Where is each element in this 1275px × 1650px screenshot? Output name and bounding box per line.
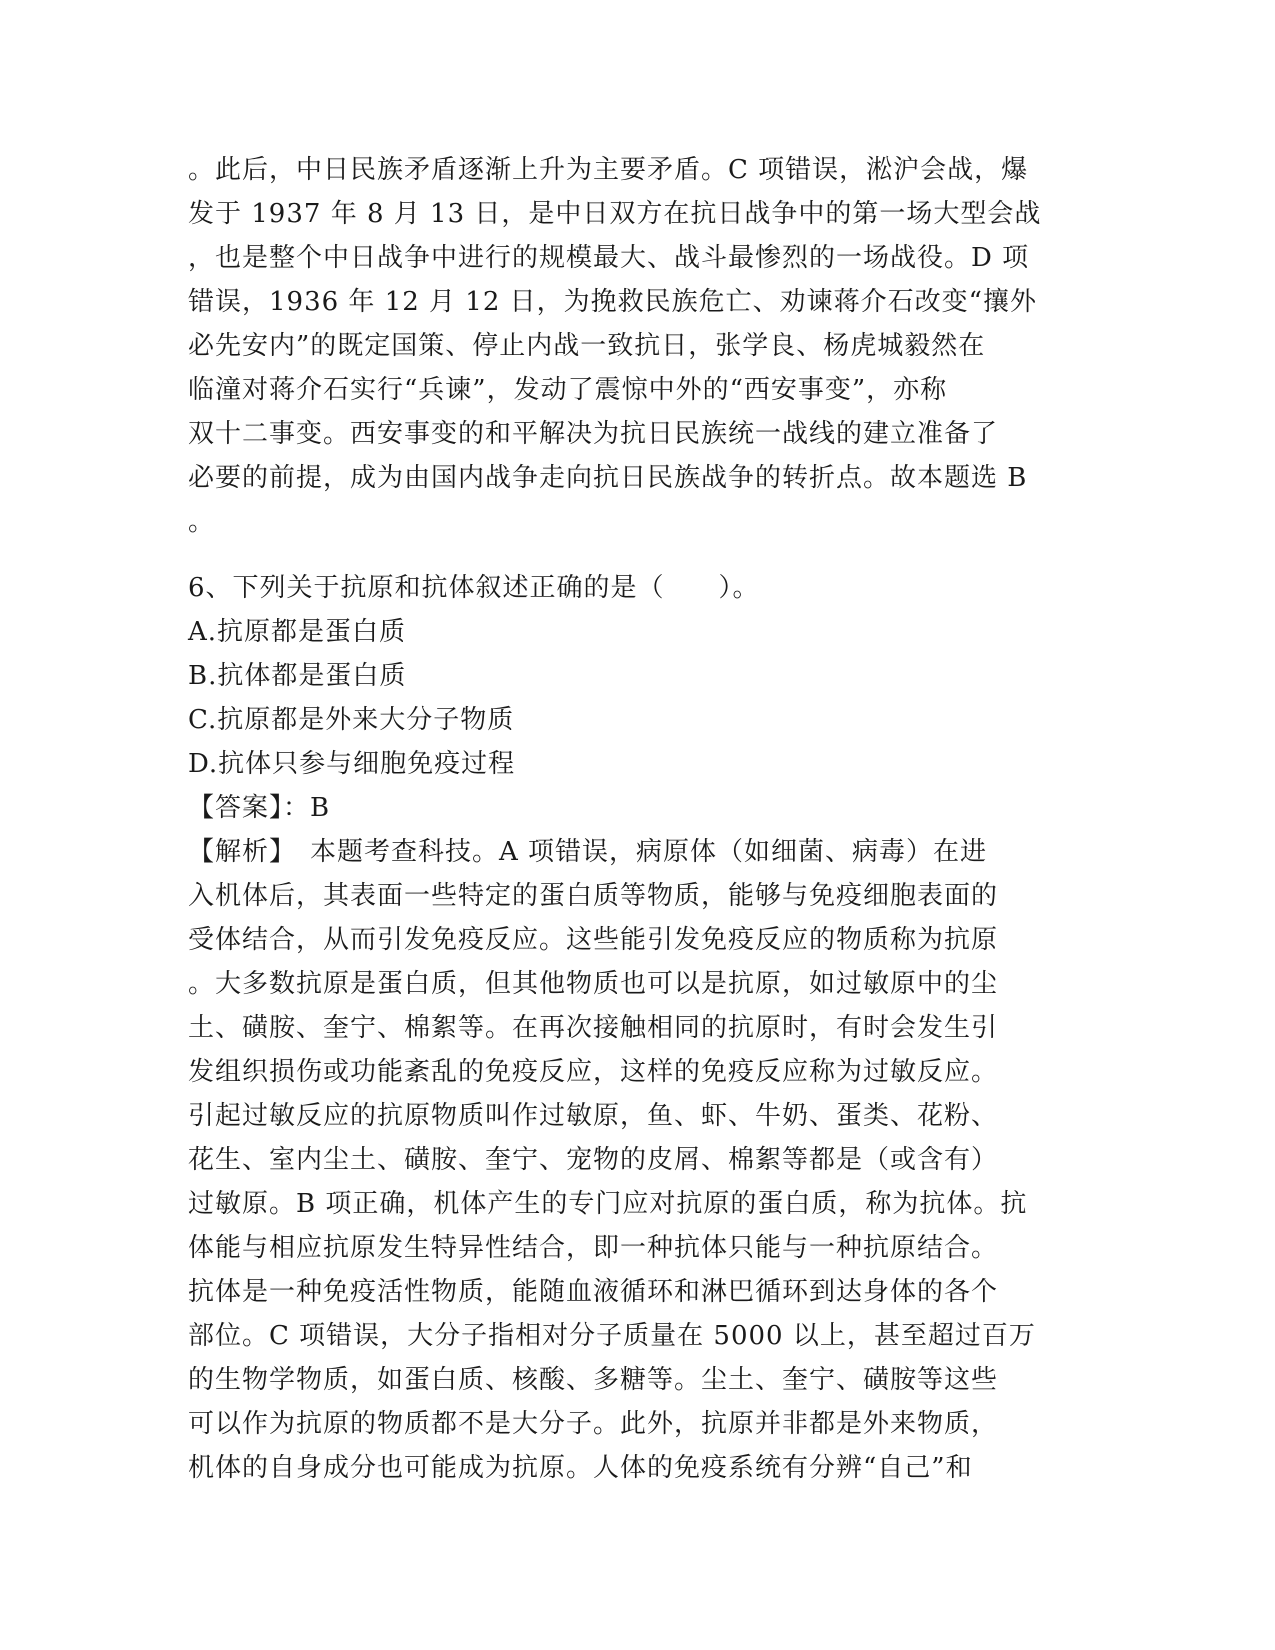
previous-analysis-paragraph: [188, 148, 1088, 544]
text-line: 必先安内”的既定国策、停止内战一致抗日，张学良、杨虎城毅然在: [188, 331, 986, 361]
option-d: D.抗体只参与细胞免疫过程: [188, 749, 516, 779]
text-line: 。大多数抗原是蛋白质，但其他物质也可以是抗原，如过敏原中的尘: [188, 969, 999, 999]
text-line: 错误，1936 年 12 月 12 日，为挽救民族危亡、劝谏蒋介石改变“攘外: [188, 287, 1037, 317]
option-a: A.抗原都是蛋白质: [188, 617, 407, 647]
text-line: 发组织损伤或功能紊乱的免疫反应，这样的免疫反应称为过敏反应。: [188, 1057, 999, 1087]
answer-line: 【答案】：B: [188, 793, 331, 823]
text-line: 过敏原。B 项正确，机体产生的专门应对抗原的蛋白质，称为抗体。抗: [188, 1189, 1028, 1219]
analysis-paragraph: [188, 830, 1088, 1490]
text-line: 发于 1937 年 8 月 13 日，是中日双方在抗日战争中的第一场大型会战: [188, 199, 1042, 229]
text-line: ，也是整个中日战争中进行的规模最大、战斗最惨烈的一场战役。D 项: [188, 243, 1030, 273]
text-line: 双十二事变。西安事变的和平解决为抗日民族统一战线的建立准备了: [188, 419, 999, 449]
question-stem: 6、下列关于抗原和抗体叙述正确的是（ ）。: [188, 573, 760, 603]
text-line: 花生、室内尘土、磺胺、奎宁、宠物的皮屑、棉絮等都是（或含有）: [188, 1145, 999, 1175]
page-content: [188, 148, 1088, 1490]
text-line: 【解析】 本题考查科技。A 项错误，病原体（如细菌、病毒）在进: [188, 837, 988, 867]
section-gap: [188, 544, 1088, 566]
text-line: 临潼对蒋介石实行“兵谏”，发动了震惊中外的“西安事变”，亦称: [188, 375, 948, 405]
text-line: 的生物学物质，如蛋白质、核酸、多糖等。尘土、奎宁、磺胺等这些: [188, 1365, 999, 1395]
text-line: 土、磺胺、奎宁、棉絮等。在再次接触相同的抗原时，有时会发生引: [188, 1013, 999, 1043]
text-line: 引起过敏反应的抗原物质叫作过敏原，鱼、虾、牛奶、蛋类、花粉、: [188, 1101, 999, 1131]
text-line: 必要的前提，成为由国内战争走向抗日民族战争的转折点。故本题选 B: [188, 463, 1028, 493]
option-b: B.抗体都是蛋白质: [188, 661, 407, 691]
text-line: 部位。C 项错误，大分子指相对分子质量在 5000 以上，甚至超过百万: [188, 1321, 1036, 1351]
text-line: 抗体是一种免疫活性物质，能随血液循环和淋巴循环到达身体的各个: [188, 1277, 999, 1307]
text-line: 可以作为抗原的物质都不是大分子。此外，抗原并非都是外来物质，: [188, 1409, 999, 1439]
text-line: 入机体后，其表面一些特定的蛋白质等物质，能够与免疫细胞表面的: [188, 881, 999, 911]
option-c: C.抗原都是外来大分子物质: [188, 705, 515, 735]
question-block: [188, 566, 1088, 830]
text-line: 机体的自身成分也可能成为抗原。人体的免疫系统有分辨“自己”和: [188, 1453, 973, 1483]
text-line: 受体结合，从而引发免疫反应。这些能引发免疫反应的物质称为抗原: [188, 925, 999, 955]
text-line: 。此后，中日民族矛盾逐渐上升为主要矛盾。C 项错误，淞沪会战，爆: [188, 155, 1029, 185]
text-line: 。: [188, 507, 216, 537]
text-line: 体能与相应抗原发生特异性结合，即一种抗体只能与一种抗原结合。: [188, 1233, 999, 1263]
